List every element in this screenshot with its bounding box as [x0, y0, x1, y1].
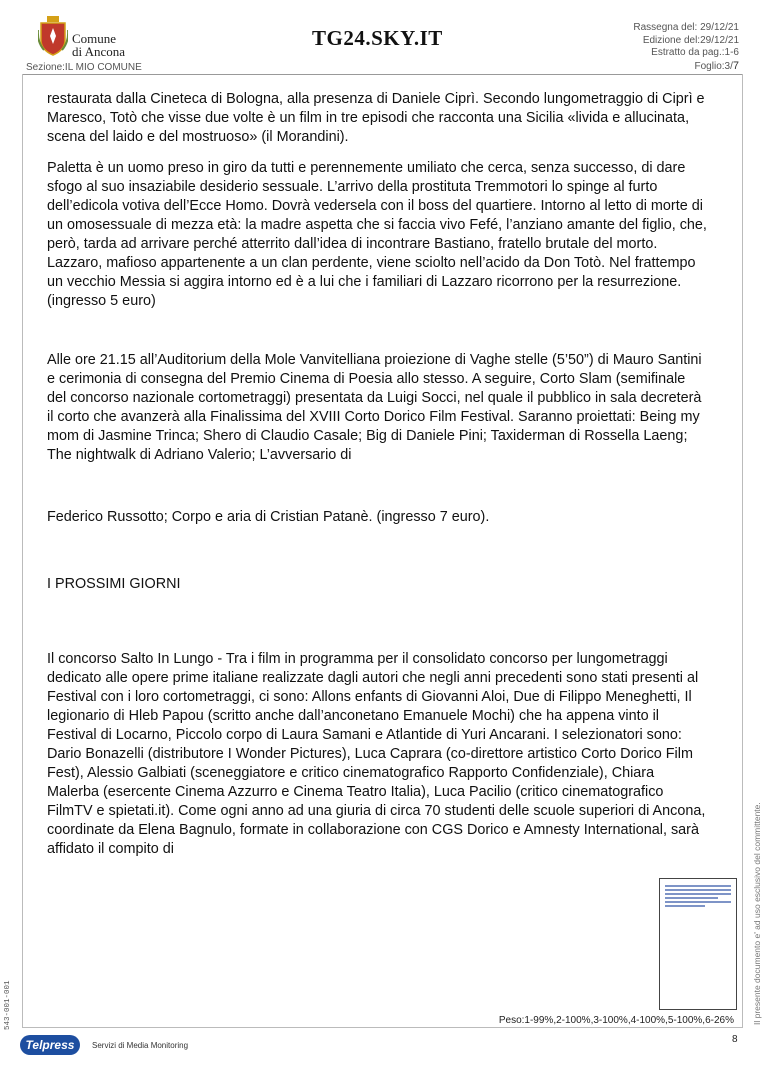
- foglio-label: Foglio:3/: [694, 60, 733, 72]
- article-paragraph-5: Il concorso Salto In Lungo - Tra i film in programma per il consolidato concorso per lungometraggi dedicato alle opere prime italiane realizzate dagli autori che negli anni precedenti sono stati presenti al Festival con i loro cortometraggi, ci sono: Allons enfants di Giovanni Aloi, Due di Filippo Meneghetti, Il legionario di Hleb Papou (scritto anche dall’anconetano Emanuele Mochi) che ha appena vinto il Festival di Locarno, Piccolo corpo di Laura Samani e Atlantide di Yuri Ancarani. I selezionatori sono: Dario Bonazelli (distributore I Wonder Pictures), Luca Caprara (co-direttore artistico Corto Dorico Film Fest), Alessio Galbiati (sceneggiatore e critico cinematografico Rapporto Confidenziale), Chiara Malerba (esercente Cinema Azzurro e Cinema Teatro Italia), Luca Pacilio (critico cinematografico FilmTV e spietati.it). Come ogni anno ad una giuria di circa 70 studenti delle scuole superiori di Ancona, coordinate da Elena Bagnulo, formate in collaborazione con CGS Dorico e Amnesty International, sarà affidato il compito di: [47, 651, 706, 857]
- comune-line-2: di Ancona: [72, 44, 126, 59]
- document-header: [22, 14, 743, 74]
- document-code: 543-001-001: [4, 980, 12, 1030]
- telpress-logo: Telpress: [20, 1035, 80, 1055]
- press-metadata: [633, 22, 739, 73]
- comune-line-1: Comune: [72, 31, 117, 46]
- thumbnail-line: [665, 905, 705, 907]
- edizione-date: Edizione del:29/12/21: [642, 34, 739, 46]
- article-paragraph-3: Alle ore 21.15 all’Auditorium della Mole Vanvitelliana proiezione di Vaghe stelle (5’50”) di Mauro Santini e cerimonia di consegna del Premio Cinema di Poesia allo stesso. A seguire, Corto Slam (semifinale del concorso nazionale cortometraggi) presentata da Luigi Socci, nel quale il pubblico in sala decreterà il corto che avanzerà alla Finalissima del XVIII Corto Dorico Film Festival. Saranno proiettati: Being my mom di Jasmine Trinca; Shero di Claudio Casale; Big di Daniele Pini; Taxiderman di Rossella Laeng; The nightwalk di Adriano Valerio; L’avversario di: [47, 352, 702, 463]
- foglio-total: 7: [732, 59, 739, 72]
- comune-name: [72, 32, 125, 58]
- rassegna-date: Rassegna del: 29/12/21: [633, 22, 739, 33]
- foglio-count: [633, 60, 739, 74]
- article-paragraph-2: Paletta è un uomo preso in giro da tutti e perennemente umiliato che cerca, senza successo, di dare sfogo al suo insaziabile desiderio sessuale. L’arrivo della prostituta Tremmotori lo spinge al furto dell’edicola votiva dell’Ecce Homo. Dovrà vedersela con il boss del quartiere. Intorno al letto di morte di un omosessuale di mezza età: la madre aspetta che si faccia vivo Fefé, l’anziano amante del figlio, che, però, tarda ad arrivare perché atterrito dall’idea di incontrare Bastiano, fratello brutale del morto. Lazzaro, mafioso appartenente a un clan perdente, viene sciolto nell’acido da Don Totò. Nel frattempo un vecchio Messia si aggira intorno ed è a lui che i familiari di Lazzaro ricorrono per la resurrezione. (ingresso 5 euro): [47, 160, 707, 309]
- article-paragraph-4: Federico Russotto; Corpo e aria di Cristian Patanè. (ingresso 7 euro).: [47, 509, 490, 525]
- thumbnail-content: [665, 885, 731, 915]
- page-number: 8: [732, 1034, 738, 1045]
- services-tagline: Servizi di Media Monitoring: [92, 1041, 189, 1050]
- page-thumbnail: [659, 878, 737, 1010]
- section-heading: I PROSSIMI GIORNI: [47, 576, 181, 592]
- thumbnail-line: [665, 897, 718, 899]
- section-label: Sezione:IL MIO COMUNE: [26, 62, 142, 73]
- thumbnail-line: [665, 889, 731, 891]
- page-weights: Peso:1-99%,2-100%,3-100%,4-100%,5-100%,6-26%: [498, 1015, 734, 1026]
- article-paragraph-1: restaurata dalla Cineteca di Bologna, alla presenza di Daniele Ciprì. Secondo lungometraggio di Ciprì e Maresco, Totò che visse due volte è un film in tre episodi che racconta una Sicilia «livida e allucinata, scena del laido e del mostruoso» (il Morandini).: [47, 91, 705, 145]
- thumbnail-line: [665, 893, 731, 895]
- comune-crest-icon: [38, 16, 68, 56]
- committente-note: Il presente documento e' ad uso esclusivo del committente.: [752, 802, 762, 1025]
- estratto-pages: Estratto da pag.:1-6: [651, 47, 739, 58]
- thumbnail-line: [665, 901, 731, 903]
- publication-title: TG24.SKY.IT: [312, 26, 443, 50]
- thumbnail-line: [665, 885, 731, 887]
